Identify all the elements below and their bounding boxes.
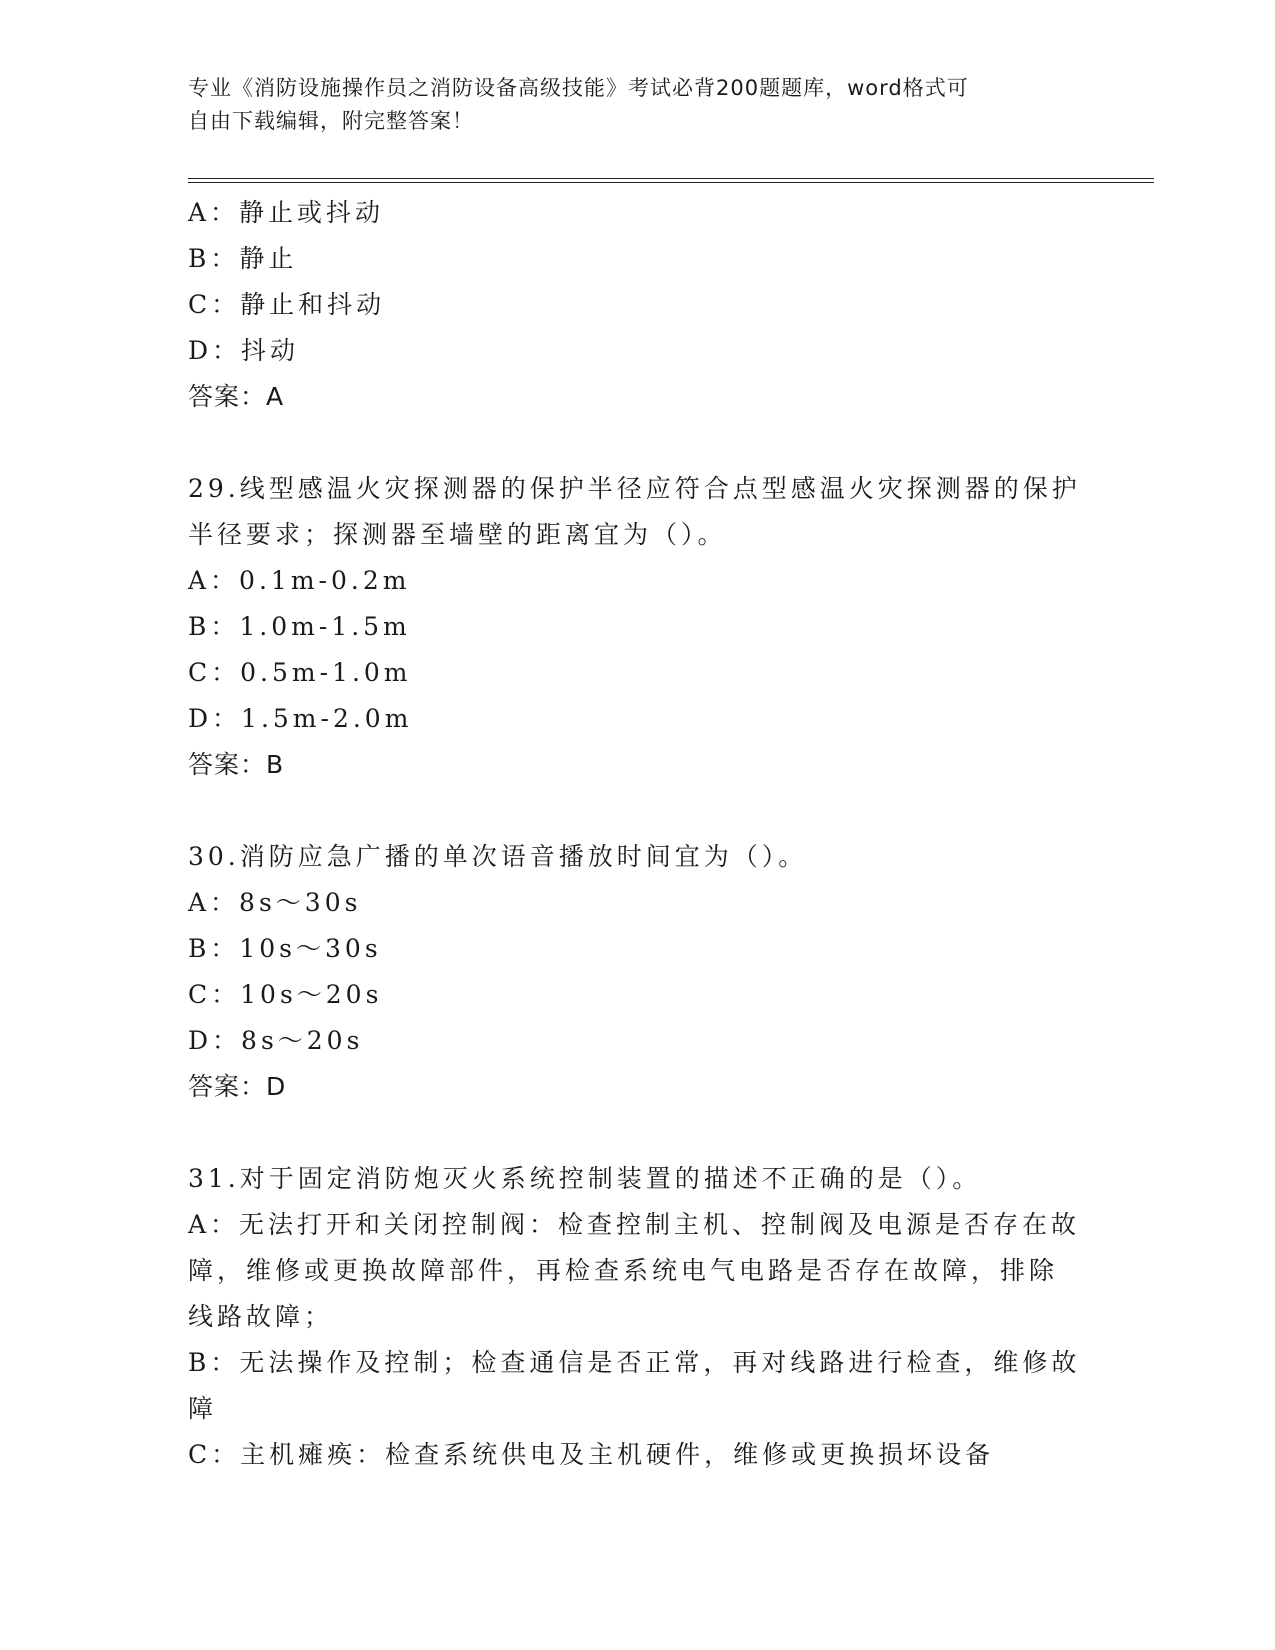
header-divider-top: [188, 178, 1154, 179]
question-stem: 29.线型感温火灾探测器的保护半径应符合点型感温火灾探测器的保护: [188, 474, 1081, 503]
answer-line: 答案：B: [188, 750, 285, 779]
option-b: B：无法操作及控制；检查通信是否正常，再对线路进行检查，维修故: [188, 1348, 1081, 1377]
option-a: A：8s～30s: [188, 888, 362, 917]
question-28-block: [188, 190, 1088, 420]
option-b: B：静止: [188, 244, 298, 273]
question-stem: 30.消防应急广播的单次语音播放时间宜为（）。: [188, 842, 808, 871]
answer-line: 答案：A: [188, 382, 285, 411]
document-header: [188, 72, 1068, 138]
option-b: B：1.0m-1.5m: [188, 612, 411, 641]
spacer: [188, 1110, 1088, 1156]
spacer: [188, 788, 1088, 834]
question-29-block: [188, 466, 1088, 788]
option-a-cont: 障，维修或更换故障部件，再检查系统电气电路是否存在故障，排除: [188, 1256, 1059, 1285]
header-divider-bottom: [188, 182, 1154, 183]
option-a: A：无法打开和关闭控制阀：检查控制主机、控制阀及电源是否存在故: [188, 1210, 1081, 1239]
option-d: D：1.5m-2.0m: [188, 704, 413, 733]
option-d: D：抖动: [188, 336, 300, 365]
answer-line: 答案：D: [188, 1072, 287, 1101]
question-30-block: [188, 834, 1088, 1110]
question-31-block: [188, 1156, 1088, 1478]
option-c: C：主机瘫痪：检查系统供电及主机硬件，维修或更换损坏设备: [188, 1440, 995, 1469]
option-a: A：静止或抖动: [188, 198, 385, 227]
header-line-1: 专业《消防设施操作员之消防设备高级技能》考试必背200题题库，word格式可: [188, 76, 969, 100]
header-line-2: 自由下载编辑，附完整答案！: [188, 109, 474, 133]
option-c: C：静止和抖动: [188, 290, 386, 319]
question-list: [188, 190, 1088, 1478]
option-a-cont: 线路故障；: [188, 1302, 334, 1331]
question-stem: 31.对于固定消防炮灭火系统控制装置的描述不正确的是（）。: [188, 1164, 982, 1193]
option-d: D：8s～20s: [188, 1026, 364, 1055]
option-a: A：0.1m-0.2m: [188, 566, 411, 595]
option-c: C：0.5m-1.0m: [188, 658, 412, 687]
option-b-cont: 障: [188, 1394, 218, 1423]
option-c: C：10s～20s: [188, 980, 383, 1009]
option-b: B：10s～30s: [188, 934, 382, 963]
question-stem-cont: 半径要求；探测器至墙壁的距离宜为（）。: [188, 520, 727, 549]
spacer: [188, 420, 1088, 466]
